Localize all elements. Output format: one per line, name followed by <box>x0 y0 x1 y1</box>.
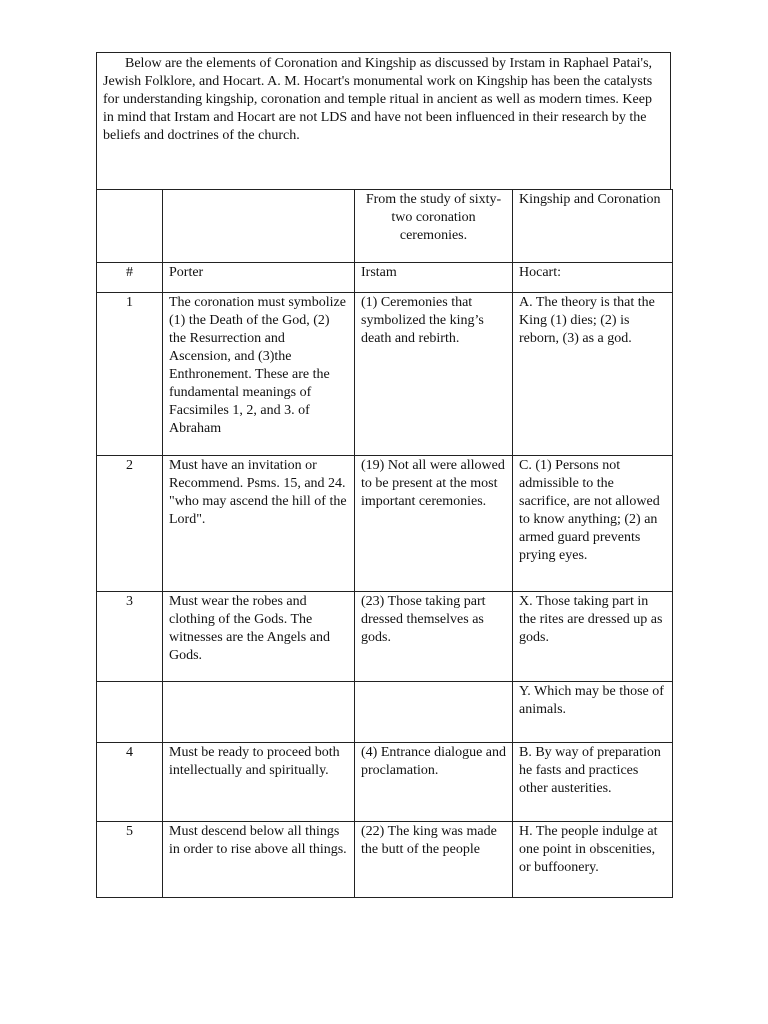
subheader-porter-cell <box>163 190 355 263</box>
row-hocart-cell: H. The people indulge at one point in obscenities, or buffoonery. <box>513 822 673 898</box>
row-irstam-cell <box>355 682 513 743</box>
header-num-cell: # <box>97 263 163 293</box>
subheader-irstam-cell: From the study of sixty-two coronation ceremonies. <box>355 190 513 263</box>
row-porter-cell: Must descend below all things in order to rise above all things. <box>163 822 355 898</box>
row-num-cell: 5 <box>97 822 163 898</box>
table-row <box>97 743 673 822</box>
header-row <box>97 263 673 293</box>
row-porter-cell: The coronation must symbolize (1) the Death of the God, (2) the Resurrection and Ascension, and (3)the Enthronement. These are the fundamental meanings of Facsimiles 1, 2, and 3. of Abraham <box>163 293 355 456</box>
row-porter-cell <box>163 682 355 743</box>
row-irstam-cell: (23) Those taking part dressed themselves as gods. <box>355 592 513 682</box>
row-num-cell: 3 <box>97 592 163 682</box>
row-hocart-cell: Y. Which may be those of animals. <box>513 682 673 743</box>
row-irstam-cell: (1) Ceremonies that symbolized the king’s death and rebirth. <box>355 293 513 456</box>
row-num-cell: 2 <box>97 456 163 592</box>
row-porter-cell: Must wear the robes and clothing of the Gods. The witnesses are the Angels and Gods. <box>163 592 355 682</box>
row-hocart-cell: C. (1) Persons not admissible to the sacrifice, are not allowed to know anything; (2) an armed guard prevents prying eyes. <box>513 456 673 592</box>
table-row <box>97 456 673 592</box>
row-num-cell: 1 <box>97 293 163 456</box>
intro-box <box>96 52 671 190</box>
row-porter-cell: Must have an invitation or Recommend. Psms. 15, and 24. "who may ascend the hill of the Lord". <box>163 456 355 592</box>
row-irstam-cell: (4) Entrance dialogue and proclamation. <box>355 743 513 822</box>
subheader-row <box>97 190 673 263</box>
comparison-table <box>96 189 673 898</box>
row-irstam-cell: (22) The king was made the butt of the people <box>355 822 513 898</box>
table-row <box>97 682 673 743</box>
header-hocart-cell: Hocart: <box>513 263 673 293</box>
table-row <box>97 822 673 898</box>
subheader-hocart-cell: Kingship and Coronation <box>513 190 673 263</box>
row-hocart-cell: A. The theory is that the King (1) dies; (2) is reborn, (3) as a god. <box>513 293 673 456</box>
table-row <box>97 293 673 456</box>
row-hocart-cell: B. By way of preparation he fasts and practices other austerities. <box>513 743 673 822</box>
header-irstam-cell: Irstam <box>355 263 513 293</box>
row-porter-cell: Must be ready to proceed both intellectually and spiritually. <box>163 743 355 822</box>
row-num-cell <box>97 682 163 743</box>
intro-paragraph: Below are the elements of Coronation and Kingship as discussed by Irstam in Raphael Patai's, Jewish Folklore, and Hocart. A. M. Hocart's monumental work on Kingship has been the catalysts for understanding kingship, coronation and temple ritual in ancient as well as modern times. Keep in mind that Irstam and Hocart are not LDS and have not been influenced in their research by the beliefs and doctrines of the church. <box>103 56 653 143</box>
row-irstam-cell: (19) Not all were allowed to be present at the most important ceremonies. <box>355 456 513 592</box>
header-porter-cell: Porter <box>163 263 355 293</box>
table-row <box>97 592 673 682</box>
subheader-num-cell <box>97 190 163 263</box>
row-hocart-cell: X. Those taking part in the rites are dressed up as gods. <box>513 592 673 682</box>
row-num-cell: 4 <box>97 743 163 822</box>
